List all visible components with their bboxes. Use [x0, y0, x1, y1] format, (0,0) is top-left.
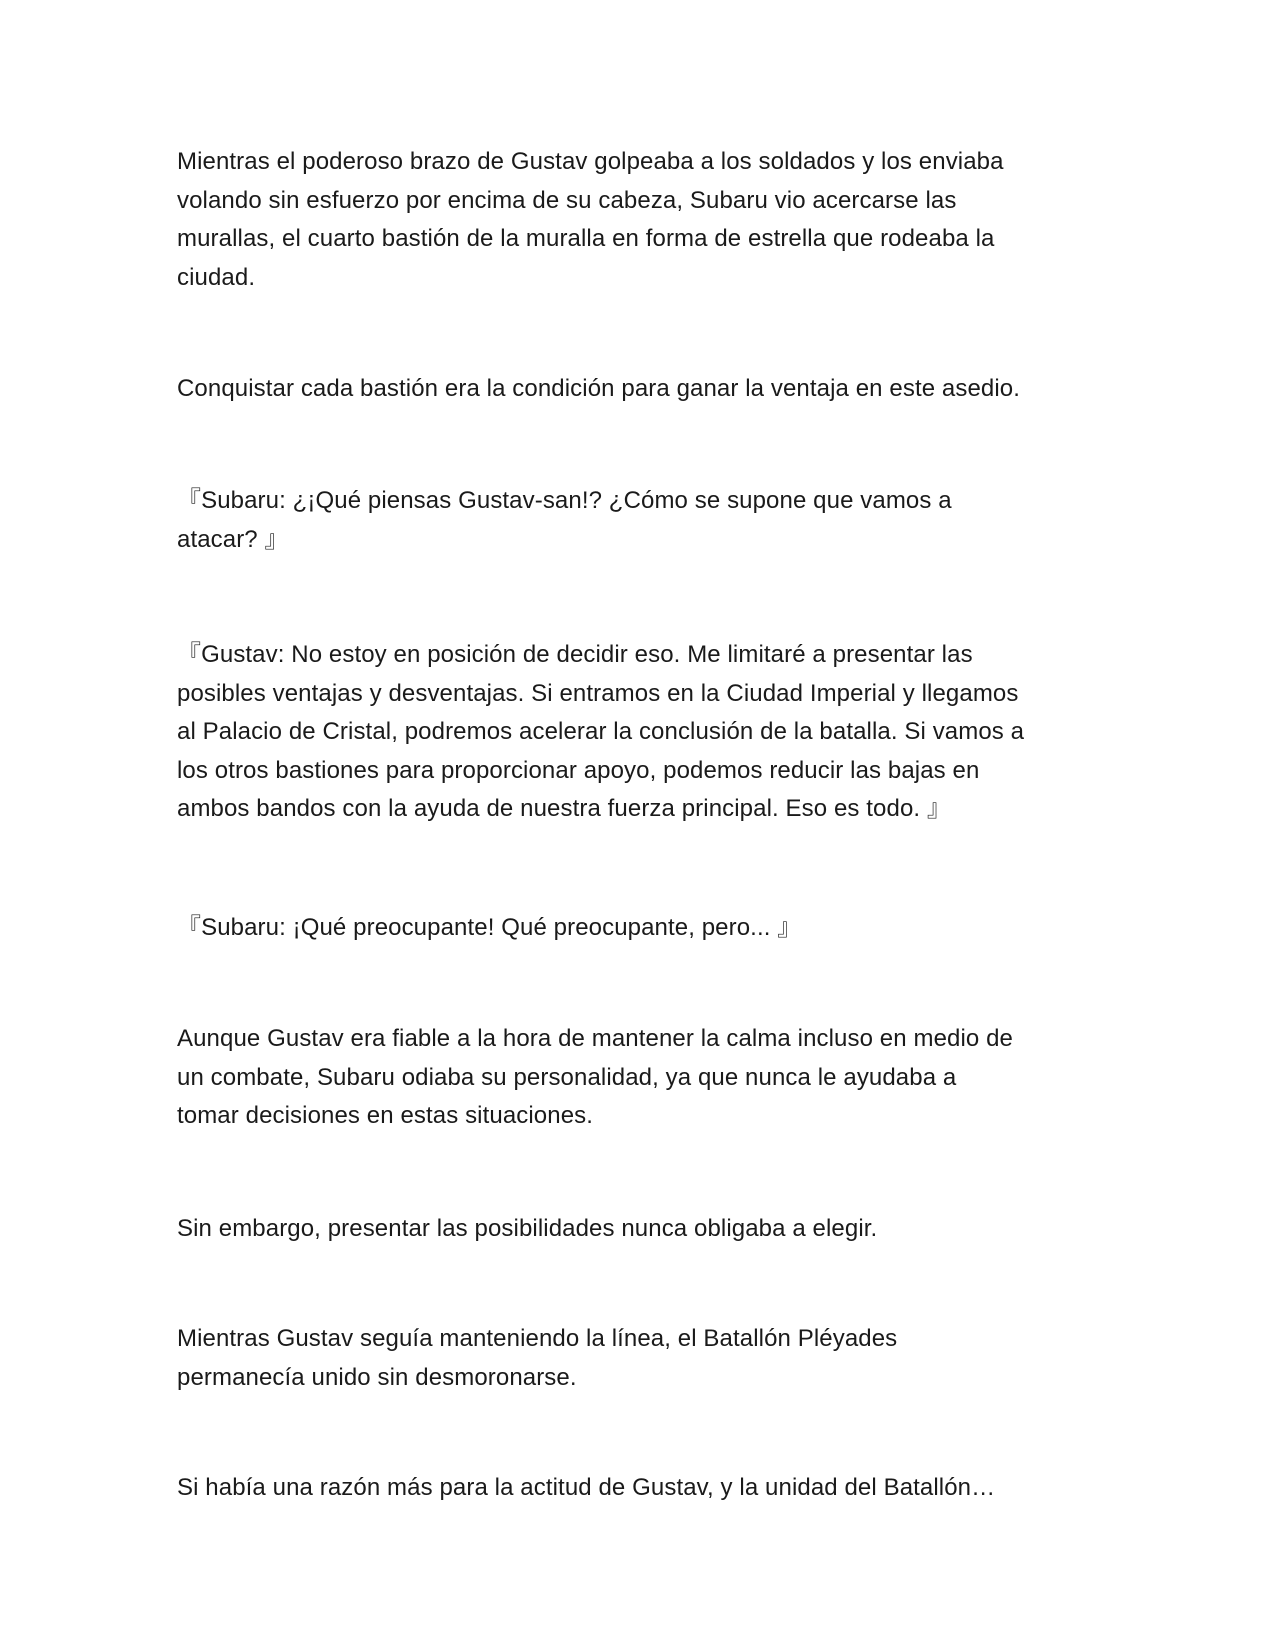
text-line: Sin embargo, presentar las posibilidades nunca obligaba a elegir.: [177, 1215, 878, 1242]
paragraph-narration-reason: [177, 1469, 1107, 1508]
text-line: ciudad.: [177, 263, 256, 291]
text-line: permanecía unido sin desmoronarse.: [177, 1363, 577, 1391]
text-line: ambos bandos con la ayuda de nuestra fuerza principal. Eso es todo. 』: [177, 795, 952, 822]
text-line: un combate, Subaru odiaba su personalidad, ya que nunca le ayudaba a: [177, 1063, 957, 1091]
text-line: Mientras el poderoso brazo de Gustav golpeaba a los soldados y los enviaba: [177, 148, 1004, 175]
text-line: 『Subaru: ¿¡Qué piensas Gustav-san!? ¿Cómo se supone que vamos a: [177, 487, 952, 514]
text-line: volando sin esfuerzo por encima de su cabeza, Subaru vio acercarse las: [177, 186, 957, 214]
text-line: tomar decisiones en estas situaciones.: [177, 1102, 594, 1129]
text-line: 『Subaru: ¡Qué preocupante! Qué preocupante, pero... 』: [177, 914, 802, 941]
paragraph-dialogue-subaru-worry: [177, 909, 1107, 948]
paragraph-conquest-condition: [177, 370, 1107, 409]
text-line: los otros bastiones para proporcionar apoyo, podemos reducir las bajas en: [177, 756, 980, 784]
text-line: murallas, el cuarto bastión de la muralla en forma de estrella que rodeaba la: [177, 225, 995, 252]
paragraph-narration-bastion: [177, 143, 1107, 297]
text-line: Conquistar cada bastión era la condición para ganar la ventaja en este asedio.: [177, 375, 1021, 402]
text-line: Aunque Gustav era fiable a la hora de mantener la calma incluso en medio de: [177, 1025, 1014, 1052]
paragraph-narration-battalion: [177, 1320, 1107, 1397]
text-line: 『Gustav: No estoy en posición de decidir eso. Me limitaré a presentar las: [177, 641, 973, 668]
paragraph-dialogue-gustav-answer: [177, 636, 1107, 829]
text-line: posibles ventajas y desventajas. Si entramos en la Ciudad Imperial y llegamos: [177, 679, 1019, 707]
text-line: atacar? 』: [177, 525, 289, 553]
text-line: Mientras Gustav seguía manteniendo la línea, el Batallón Pléyades: [177, 1325, 898, 1352]
paragraph-narration-possibilities: [177, 1210, 1107, 1249]
text-line: Si había una razón más para la actitud de Gustav, y la unidad del Batallón…: [177, 1474, 996, 1501]
paragraph-narration-gustav-personality: [177, 1020, 1107, 1136]
text-line: al Palacio de Cristal, podremos acelerar la conclusión de la batalla. Si vamos a: [177, 718, 1025, 745]
paragraph-dialogue-subaru-question: [177, 482, 1107, 559]
